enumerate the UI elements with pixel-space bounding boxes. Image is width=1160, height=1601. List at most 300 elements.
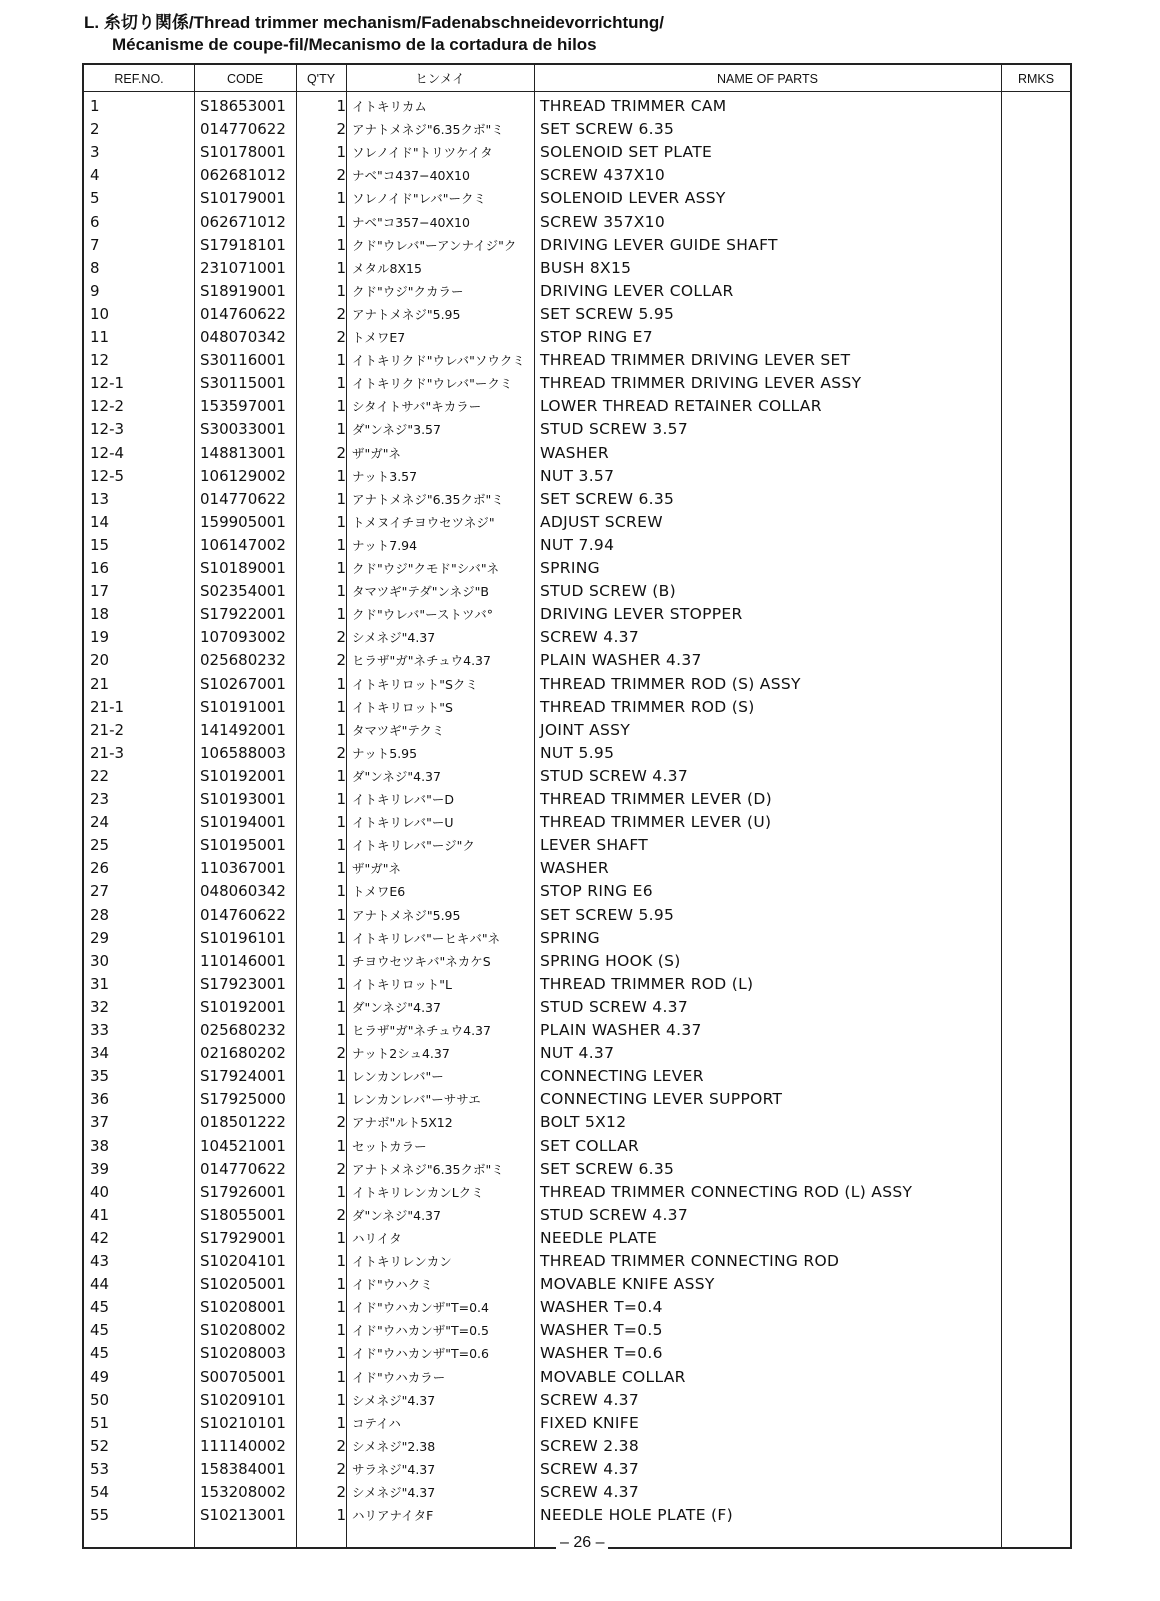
table-row (84, 719, 1070, 742)
code-cell: S10192001 (200, 997, 286, 1016)
ref-no-cell: 45 (90, 1298, 110, 1317)
qty-cell: 1 (336, 235, 346, 254)
table-row (84, 1181, 1070, 1204)
code-cell: S10210101 (200, 1413, 286, 1432)
table-row (84, 211, 1070, 234)
part-name-cell: NUT 5.95 (540, 743, 615, 762)
qty-cell: 1 (336, 813, 346, 832)
ref-no-cell: 21-2 (90, 720, 125, 739)
qty-cell: 1 (336, 766, 346, 785)
hinmei-cell: シメネジ"4.37 (352, 630, 436, 646)
hinmei-cell: ソレノイド"レバ"ークミ (352, 191, 486, 207)
qty-cell: 1 (336, 1506, 346, 1525)
code-cell: 025680232 (200, 1021, 286, 1039)
code-cell: 148813001 (200, 443, 286, 462)
part-name-cell: FIXED KNIFE (540, 1413, 640, 1432)
table-row (84, 1204, 1070, 1227)
ref-no-cell: 12-3 (90, 420, 125, 439)
part-name-cell: SPRING (540, 559, 600, 577)
ref-no-cell: 12 (90, 351, 110, 370)
qty-cell: 2 (336, 1436, 346, 1455)
ref-no-cell: 38 (90, 1136, 110, 1155)
ref-no-cell: 55 (90, 1506, 110, 1525)
code-cell: S10213001 (200, 1506, 286, 1525)
part-name-cell: THREAD TRIMMER DRIVING LEVER SET (540, 351, 851, 370)
code-cell: 014770622 (200, 1159, 286, 1178)
table-row (84, 257, 1070, 280)
qty-cell: 2 (336, 1459, 346, 1478)
table-row (84, 557, 1070, 580)
table-row (84, 1342, 1070, 1365)
code-cell: 014760622 (200, 905, 286, 924)
qty-cell: 1 (336, 1021, 346, 1039)
qty-cell: 1 (336, 1252, 346, 1270)
code-cell: S18919001 (200, 281, 286, 300)
qty-cell: 1 (336, 859, 346, 878)
part-name-cell: STUD SCREW 3.57 (540, 420, 689, 439)
part-name-cell: NUT 4.37 (540, 1044, 615, 1063)
hinmei-cell: イトキリロット"S (352, 699, 453, 715)
qty-cell: 1 (336, 836, 346, 855)
hinmei-cell: メタル8X15 (352, 260, 422, 276)
table-row (84, 1019, 1070, 1042)
code-cell: S30115001 (200, 374, 286, 393)
hinmei-cell: イトキリクド"ウレバ"ークミ (352, 376, 513, 392)
part-name-cell: LOWER THREAD RETAINER COLLAR (540, 397, 822, 416)
ref-no-cell: 50 (90, 1390, 110, 1409)
code-cell: S10195001 (200, 836, 286, 855)
code-cell: S10208002 (200, 1321, 286, 1340)
code-cell: 107093002 (200, 628, 286, 647)
qty-cell: 1 (336, 1275, 346, 1294)
ref-no-cell: 24 (90, 813, 110, 832)
page-number: – 26 – (556, 1534, 608, 1552)
hinmei-cell: アナボ"ルト5X12 (352, 1115, 453, 1131)
code-cell: 153597001 (200, 397, 286, 416)
code-cell: 018501222 (200, 1113, 286, 1132)
ref-no-cell: 52 (90, 1436, 110, 1455)
part-name-cell: THREAD TRIMMER DRIVING LEVER ASSY (540, 374, 862, 393)
qty-cell: 1 (336, 1413, 346, 1432)
hinmei-cell: トメワE6 (352, 884, 406, 900)
code-cell: S10208001 (200, 1298, 286, 1317)
part-name-cell: WASHER T=0.5 (540, 1321, 663, 1340)
qty-cell: 1 (336, 1182, 346, 1201)
hinmei-cell: ナット3.57 (352, 468, 418, 484)
table-row (84, 742, 1070, 765)
part-name-cell: NUT 7.94 (540, 535, 615, 554)
table-row (84, 1481, 1070, 1504)
hinmei-cell: イド"ウハカンザ"T=0.6 (352, 1346, 489, 1362)
table-row (84, 1319, 1070, 1342)
table-row (84, 927, 1070, 950)
part-name-cell: JOINT ASSY (540, 720, 631, 739)
hinmei-cell: ナベ"コ437−40X10 (352, 168, 470, 184)
hinmei-cell: イトキリレバ"ーD (352, 792, 455, 807)
part-name-cell: MOVABLE COLLAR (540, 1367, 686, 1386)
ref-no-cell: 41 (90, 1205, 110, 1224)
ref-no-cell: 31 (90, 974, 110, 993)
code-cell: S17922001 (200, 605, 286, 624)
hinmei-cell: イトキリロット"Sクミ (352, 676, 478, 692)
part-name-cell: SOLENOID LEVER ASSY (540, 189, 726, 208)
hinmei-cell: アナトメネジ"5.95 (352, 907, 461, 923)
table-row (84, 534, 1070, 557)
part-name-cell: NUT 3.57 (540, 466, 615, 485)
hinmei-cell: ダ"ンネジ"4.37 (352, 1207, 441, 1223)
ref-no-cell: 40 (90, 1182, 110, 1201)
qty-cell: 1 (336, 697, 346, 716)
page-title (84, 12, 664, 56)
code-cell: 231071001 (200, 258, 286, 277)
table-row (84, 164, 1070, 187)
qty-cell: 1 (336, 189, 346, 208)
table-row (84, 1111, 1070, 1134)
hinmei-cell: ナベ"コ357−40X10 (352, 214, 470, 230)
qty-cell: 2 (336, 743, 346, 762)
code-cell: S10192001 (200, 766, 286, 785)
header-name-of-parts: NAME OF PARTS (717, 72, 818, 86)
table-row (84, 834, 1070, 857)
code-cell: 153208002 (200, 1483, 286, 1501)
code-cell: S30033001 (200, 420, 286, 439)
code-cell: 106129002 (200, 466, 286, 485)
table-row (84, 1273, 1070, 1296)
ref-no-cell: 28 (90, 905, 110, 924)
hinmei-cell: タマツギ"テダ"ンネジ"B (352, 584, 489, 600)
qty-cell: 1 (336, 1367, 346, 1386)
hinmei-cell: ザ"ガ"ネ (352, 861, 401, 877)
hinmei-cell: クド"ウレバ"ーアンナイジ"ク (352, 237, 517, 253)
header-code: CODE (226, 72, 264, 86)
hinmei-cell: イトキリレンカンLクミ (352, 1184, 484, 1200)
qty-cell: 1 (336, 351, 346, 370)
code-cell: 062671012 (200, 212, 286, 231)
table-row (84, 765, 1070, 788)
hinmei-cell: シメネジ"2.38 (352, 1438, 436, 1454)
table-row (84, 1435, 1070, 1458)
ref-no-cell: 21-1 (90, 697, 125, 716)
qty-cell: 1 (336, 535, 346, 554)
hinmei-cell: イド"ウハカンザ"T=0.4 (352, 1300, 489, 1316)
part-name-cell: THREAD TRIMMER ROD (S) (540, 697, 755, 716)
qty-cell: 1 (336, 258, 346, 277)
ref-no-cell: 25 (90, 836, 110, 855)
qty-cell: 1 (336, 1344, 346, 1363)
ref-no-cell: 4 (90, 166, 100, 185)
ref-no-cell: 12-5 (90, 466, 125, 485)
table-row (84, 326, 1070, 349)
hinmei-cell: ヒラザ"ガ"ネチュウ4.37 (352, 1023, 491, 1038)
qty-cell: 1 (336, 674, 346, 693)
code-cell: 158384001 (200, 1459, 286, 1478)
part-name-cell: STUD SCREW (B) (540, 582, 676, 601)
hinmei-cell: ナット7.94 (352, 537, 418, 553)
part-name-cell: SET SCREW 5.95 (540, 304, 675, 323)
part-name-cell: STUD SCREW 4.37 (540, 1205, 689, 1224)
code-cell: 014770622 (200, 489, 286, 508)
part-name-cell: THREAD TRIMMER ROD (S) ASSY (540, 674, 801, 693)
table-row (84, 395, 1070, 418)
qty-cell: 2 (336, 1113, 346, 1132)
part-name-cell: SET SCREW 6.35 (540, 489, 675, 508)
qty-cell: 1 (336, 951, 346, 970)
code-cell: S10178001 (200, 143, 286, 162)
hinmei-cell: イトキリカム (352, 99, 427, 114)
table-row (84, 1389, 1070, 1412)
ref-no-cell: 35 (90, 1067, 110, 1086)
table-row (84, 973, 1070, 996)
table-row (84, 465, 1070, 488)
code-cell: S17925000 (200, 1090, 286, 1109)
hinmei-cell: コテイハ (352, 1415, 401, 1431)
code-cell: S10204101 (200, 1252, 286, 1270)
qty-cell: 1 (336, 997, 346, 1016)
code-cell: 141492001 (200, 720, 286, 739)
hinmei-cell: ダ"ンネジ"3.57 (352, 422, 441, 438)
ref-no-cell: 13 (90, 489, 110, 508)
part-name-cell: ADJUST SCREW (540, 512, 663, 531)
code-cell: 104521001 (200, 1136, 286, 1155)
ref-no-cell: 22 (90, 766, 110, 785)
table-row (84, 187, 1070, 210)
ref-no-cell: 12-2 (90, 397, 125, 416)
part-name-cell: NEEDLE HOLE PLATE (F) (540, 1506, 733, 1525)
hinmei-cell: トメワE7 (352, 330, 406, 345)
ref-no-cell: 36 (90, 1090, 110, 1109)
table-row (84, 1366, 1070, 1389)
hinmei-cell: サラネジ"4.37 (352, 1461, 436, 1477)
code-cell: S18653001 (200, 97, 286, 115)
qty-cell: 1 (336, 790, 346, 808)
part-name-cell: THREAD TRIMMER CAM (540, 97, 727, 115)
ref-no-cell: 43 (90, 1252, 110, 1270)
hinmei-cell: ナット5.95 (352, 745, 418, 761)
table-row (84, 118, 1070, 141)
table-row (84, 234, 1070, 257)
code-cell: S10205001 (200, 1275, 286, 1294)
header-divider (84, 91, 1070, 92)
part-name-cell: CONNECTING LEVER SUPPORT (540, 1090, 783, 1109)
part-name-cell: THREAD TRIMMER LEVER (D) (540, 790, 772, 808)
qty-cell: 2 (336, 651, 346, 670)
table-row (84, 649, 1070, 672)
code-cell: 159905001 (200, 512, 286, 531)
qty-cell: 1 (336, 1067, 346, 1086)
qty-cell: 1 (336, 928, 346, 947)
ref-no-cell: 21 (90, 674, 110, 693)
qty-cell: 2 (336, 120, 346, 139)
ref-no-cell: 7 (90, 235, 100, 254)
ref-no-cell: 1 (90, 97, 100, 115)
qty-cell: 1 (336, 882, 346, 901)
hinmei-cell: イトキリロット"L (352, 976, 452, 992)
qty-cell: 1 (336, 1390, 346, 1409)
ref-no-cell: 18 (90, 605, 110, 624)
part-name-cell: WASHER (540, 859, 609, 878)
code-cell: S10208003 (200, 1344, 286, 1363)
hinmei-cell: ハリアナイタF (352, 1508, 434, 1524)
header-qty: Q'TY (306, 72, 336, 86)
part-name-cell: SET SCREW 5.95 (540, 905, 675, 924)
ref-no-cell: 26 (90, 859, 110, 878)
header-hinmei: ヒンメイ (415, 72, 465, 86)
code-cell: S10193001 (200, 790, 286, 808)
code-cell: S10194001 (200, 813, 286, 832)
code-cell: S17924001 (200, 1067, 286, 1086)
table-row (84, 1296, 1070, 1319)
part-name-cell: THREAD TRIMMER CONNECTING ROD (L) ASSY (540, 1182, 913, 1201)
hinmei-cell: クド"ウジ"クモド"シバ"ネ (352, 561, 500, 576)
table-row (84, 811, 1070, 834)
hinmei-cell: ナット2シュ4.37 (352, 1046, 450, 1062)
ref-no-cell: 45 (90, 1321, 110, 1340)
qty-cell: 1 (336, 605, 346, 624)
table-row (84, 1088, 1070, 1111)
title-line-2: Mécanisme de coupe-fil/Mecanismo de la cortadura de hilos (112, 35, 597, 54)
ref-no-cell: 30 (90, 951, 110, 970)
table-row (84, 788, 1070, 811)
hinmei-cell: セットカラー (352, 1138, 427, 1154)
part-name-cell: PLAIN WASHER 4.37 (540, 651, 702, 670)
part-name-cell: THREAD TRIMMER LEVER (U) (540, 813, 772, 832)
part-name-cell: SET COLLAR (540, 1136, 640, 1155)
hinmei-cell: アナトメネジ"6.35クボ"ミ (352, 491, 504, 507)
table-row (84, 673, 1070, 696)
ref-no-cell: 12-4 (90, 443, 125, 462)
hinmei-cell: イトキリクド"ウレバ"ソウクミ (352, 353, 525, 369)
code-cell: S17923001 (200, 974, 286, 993)
part-name-cell: DRIVING LEVER COLLAR (540, 281, 734, 300)
qty-cell: 2 (336, 1044, 346, 1063)
header-rmks: RMKS (1017, 72, 1055, 86)
table-row (84, 1158, 1070, 1181)
qty-cell: 1 (336, 1136, 346, 1155)
part-name-cell: BUSH 8X15 (540, 258, 632, 277)
table-row (84, 1042, 1070, 1065)
qty-cell: 2 (336, 628, 346, 647)
ref-no-cell: 29 (90, 928, 110, 947)
hinmei-cell: ハリイタ (352, 1230, 402, 1246)
hinmei-cell: イトキリレンカン (352, 1254, 452, 1269)
table-row (84, 418, 1070, 441)
code-cell: S02354001 (200, 582, 286, 601)
ref-no-cell: 19 (90, 628, 110, 647)
table-row (84, 511, 1070, 534)
part-name-cell: DRIVING LEVER GUIDE SHAFT (540, 235, 778, 254)
part-name-cell: SET SCREW 6.35 (540, 1159, 675, 1178)
hinmei-cell: イトキリレバ"ージ"ク (352, 838, 475, 854)
code-cell: S17929001 (200, 1228, 286, 1247)
table-row (84, 1065, 1070, 1088)
table-row (84, 996, 1070, 1019)
qty-cell: 2 (336, 1159, 346, 1178)
table-row (84, 488, 1070, 511)
hinmei-cell: シタイトサバ"キカラー (352, 399, 482, 415)
qty-cell: 1 (336, 1321, 346, 1340)
ref-no-cell: 17 (90, 582, 110, 601)
table-row (84, 349, 1070, 372)
part-name-cell: SPRING (540, 928, 600, 947)
part-name-cell: SCREW 437X10 (540, 166, 666, 185)
table-row (84, 141, 1070, 164)
table-row (84, 1135, 1070, 1158)
qty-cell: 1 (336, 281, 346, 300)
hinmei-cell: レンカンレバ"ー (352, 1069, 444, 1085)
table-row (84, 580, 1070, 603)
qty-cell: 1 (336, 466, 346, 485)
part-name-cell: CONNECTING LEVER (540, 1067, 704, 1086)
ref-no-cell: 14 (90, 512, 110, 531)
code-cell: 048070342 (200, 328, 286, 346)
hinmei-cell: ダ"ンネジ"4.37 (352, 768, 441, 784)
hinmei-cell: ダ"ンネジ"4.37 (352, 999, 441, 1015)
part-name-cell: WASHER (540, 443, 609, 462)
ref-no-cell: 33 (90, 1021, 110, 1039)
hinmei-cell: イトキリレバ"ーヒキバ"ネ (352, 930, 501, 946)
qty-cell: 1 (336, 1228, 346, 1247)
part-name-cell: SOLENOID SET PLATE (540, 143, 713, 162)
table-row (84, 1227, 1070, 1250)
part-name-cell: STUD SCREW 4.37 (540, 766, 689, 785)
part-name-cell: NEEDLE PLATE (540, 1228, 658, 1247)
part-name-cell: THREAD TRIMMER CONNECTING ROD (540, 1252, 840, 1270)
table-row (84, 696, 1070, 719)
part-name-cell: MOVABLE KNIFE ASSY (540, 1275, 715, 1294)
ref-no-cell: 9 (90, 281, 100, 300)
qty-cell: 1 (336, 1298, 346, 1317)
qty-cell: 1 (336, 582, 346, 601)
part-name-cell: PLAIN WASHER 4.37 (540, 1021, 702, 1039)
part-name-cell: SCREW 4.37 (540, 1390, 639, 1409)
header-ref-no: REF.NO. (114, 72, 164, 86)
qty-cell: 2 (336, 1205, 346, 1224)
part-name-cell: SET SCREW 6.35 (540, 120, 675, 139)
qty-cell: 2 (336, 443, 346, 462)
hinmei-cell: アナトメネジ"6.35クボ"ミ (352, 122, 504, 138)
code-cell: S17918101 (200, 235, 286, 254)
table-row (84, 95, 1070, 118)
part-name-cell: DRIVING LEVER STOPPER (540, 605, 743, 624)
ref-no-cell: 37 (90, 1113, 110, 1132)
ref-no-cell: 2 (90, 120, 100, 139)
qty-cell: 1 (336, 420, 346, 439)
ref-no-cell: 8 (90, 258, 100, 277)
ref-no-cell: 6 (90, 212, 100, 231)
part-name-cell: SPRING HOOK (S) (540, 951, 681, 970)
table-row (84, 1504, 1070, 1527)
title-line-1: L. 糸切り関係/Thread trimmer mechanism/Fadenabschneidevorrichtung/ (84, 13, 665, 32)
table-row (84, 1412, 1070, 1435)
code-cell: 110146001 (200, 951, 286, 970)
ref-no-cell: 12-1 (90, 374, 125, 393)
ref-no-cell: 3 (90, 143, 100, 162)
part-name-cell: WASHER T=0.4 (540, 1298, 663, 1317)
ref-no-cell: 11 (90, 328, 110, 346)
part-name-cell: STOP RING E7 (540, 328, 653, 346)
hinmei-cell: タマツギ"テクミ (352, 722, 445, 738)
hinmei-cell: イド"ウハクミ (352, 1277, 433, 1293)
code-cell: 021680202 (200, 1044, 286, 1063)
ref-no-cell: 54 (90, 1483, 110, 1501)
ref-no-cell: 5 (90, 189, 100, 208)
qty-cell: 1 (336, 1090, 346, 1109)
code-cell: 014770622 (200, 120, 286, 139)
part-name-cell: SCREW 4.37 (540, 1459, 639, 1478)
table-row (84, 950, 1070, 973)
part-name-cell: SCREW 357X10 (540, 212, 666, 231)
hinmei-cell: ザ"ガ"ネ (352, 445, 401, 461)
